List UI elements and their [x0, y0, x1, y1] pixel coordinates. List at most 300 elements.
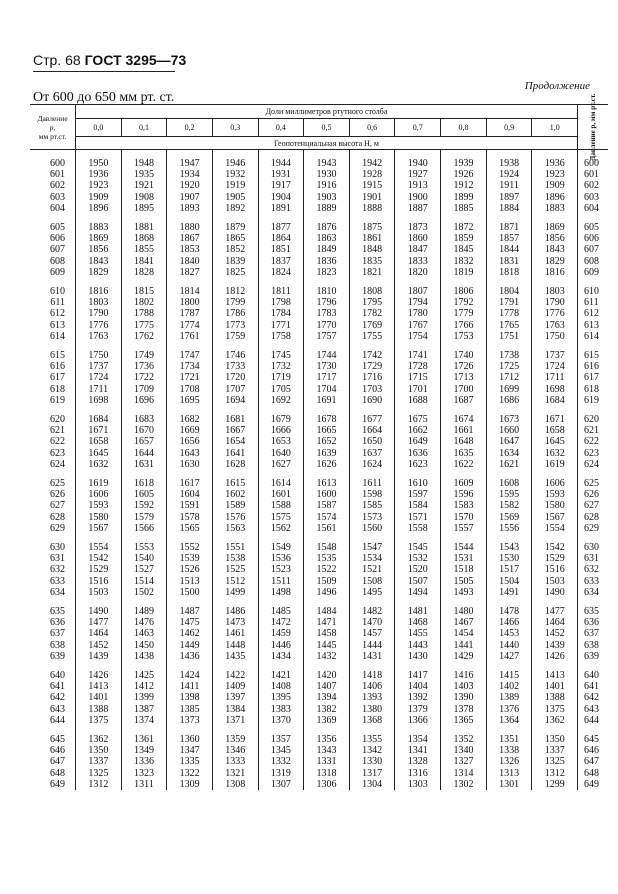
height-cell: 1829	[544, 255, 565, 267]
height-cell: 1482	[362, 606, 383, 617]
pressure-cell: 640	[50, 670, 65, 681]
height-cell: 1686	[499, 394, 520, 406]
pressure-cell: 642	[584, 692, 599, 704]
height-cell: 1422	[225, 670, 246, 681]
height-column	[213, 150, 259, 790]
height-cell: 1640	[270, 447, 291, 459]
page-number: Стр. 68	[33, 52, 81, 68]
height-cell: 1623	[407, 458, 428, 470]
height-cell: 1704	[316, 383, 337, 395]
height-cell: 1621	[499, 458, 520, 470]
row-group	[578, 278, 608, 342]
height-cell: 1888	[362, 202, 383, 214]
height-cell: 1708	[179, 383, 200, 395]
pressure-cell: 604	[584, 202, 599, 214]
height-cell: 1368	[362, 714, 383, 726]
pressure-cell: 619	[584, 394, 599, 406]
height-cell: 1835	[362, 255, 383, 267]
height-cell: 1794	[407, 297, 428, 309]
height-cell: 1624	[362, 458, 383, 470]
height-cell: 1516	[544, 564, 565, 576]
height-cell: 1931	[270, 169, 291, 181]
row-group	[304, 406, 349, 470]
pressure-cell: 629	[584, 522, 599, 534]
height-cell: 1336	[133, 756, 154, 768]
height-cell: 1478	[499, 606, 520, 617]
pressure-cell: 603	[584, 191, 599, 203]
height-cell: 1360	[179, 734, 200, 745]
pressure-cell: 640	[584, 670, 599, 681]
row-group	[395, 342, 440, 406]
height-cell: 1821	[362, 266, 383, 278]
row-group	[76, 150, 121, 214]
height-cell: 1617	[179, 478, 200, 489]
height-cell: 1692	[270, 394, 291, 406]
pressure-cell: 612	[50, 308, 65, 320]
height-cell: 1449	[179, 639, 200, 651]
pressure-cell: 648	[50, 767, 65, 779]
height-cell: 1639	[316, 447, 337, 459]
row-group	[441, 534, 486, 598]
height-cell: 1750	[88, 350, 109, 361]
height-cell: 1306	[316, 778, 337, 790]
height-cell: 1880	[179, 222, 200, 233]
height-cell: 1538	[225, 553, 246, 565]
row-group	[259, 534, 304, 598]
height-cell: 1374	[133, 714, 154, 726]
height-cell: 1493	[453, 586, 474, 598]
row-group	[578, 342, 608, 406]
height-cell: 1312	[544, 767, 565, 779]
fraction-header	[76, 105, 577, 149]
height-cell: 1829	[88, 266, 109, 278]
height-cell: 1401	[88, 692, 109, 704]
row-group	[487, 662, 532, 726]
height-cell: 1875	[362, 222, 383, 233]
height-cell: 1701	[407, 383, 428, 395]
height-cell: 1610	[407, 478, 428, 489]
height-cell: 1721	[179, 372, 200, 384]
height-cell: 1627	[270, 458, 291, 470]
row-group	[167, 406, 212, 470]
height-cell: 1938	[499, 158, 520, 169]
height-cell: 1508	[362, 575, 383, 587]
row-group	[532, 342, 577, 406]
height-cell: 1347	[179, 745, 200, 757]
row-group	[122, 662, 167, 726]
row-group	[441, 470, 486, 534]
height-cell: 1943	[316, 158, 337, 169]
height-cell: 1628	[225, 458, 246, 470]
pressure-cell: 636	[50, 617, 65, 629]
height-cell: 1389	[499, 692, 520, 704]
height-cell: 1824	[270, 266, 291, 278]
height-cell: 1897	[499, 191, 520, 203]
height-cell: 1771	[270, 319, 291, 331]
height-cell: 1535	[316, 553, 337, 565]
height-cell: 1346	[225, 745, 246, 757]
height-cell: 1323	[133, 767, 154, 779]
pressure-cell: 620	[584, 414, 599, 425]
height-cell: 1531	[453, 553, 474, 565]
height-cell: 1457	[362, 628, 383, 640]
height-cell: 1408	[270, 681, 291, 693]
pressure-cell: 623	[50, 447, 65, 459]
height-cell: 1832	[453, 255, 474, 267]
height-cell: 1415	[499, 670, 520, 681]
height-cell: 1514	[133, 575, 154, 587]
height-cell: 1879	[225, 222, 246, 233]
height-cell: 1652	[316, 436, 337, 448]
height-cell: 1851	[270, 244, 291, 256]
pressure-cell: 639	[584, 650, 599, 662]
height-cell: 1916	[316, 180, 337, 192]
pressure-cell: 608	[50, 255, 65, 267]
pressure-cell: 621	[50, 425, 65, 437]
height-cell: 1935	[133, 169, 154, 181]
height-cell: 1331	[316, 756, 337, 768]
height-cell: 1806	[453, 286, 474, 297]
height-cell: 1542	[88, 553, 109, 565]
height-cell: 1464	[544, 617, 565, 629]
row-group	[441, 406, 486, 470]
pressure-cell: 634	[584, 586, 599, 598]
height-cell: 1388	[88, 703, 109, 715]
height-cell: 1860	[407, 233, 428, 245]
height-cell: 1558	[407, 522, 428, 534]
height-cell: 1494	[407, 586, 428, 598]
column-header: 0,6	[350, 119, 396, 136]
height-cell: 1330	[362, 756, 383, 768]
height-cell: 1924	[499, 169, 520, 181]
height-cell: 1540	[133, 553, 154, 565]
height-cell: 1688	[407, 394, 428, 406]
height-cell: 1417	[407, 670, 428, 681]
height-cell: 1893	[179, 202, 200, 214]
height-cell: 1611	[362, 478, 382, 489]
height-cell: 1765	[499, 319, 520, 331]
row-group	[578, 150, 608, 214]
height-cell: 1843	[544, 244, 565, 256]
column-header: 0,2	[167, 119, 213, 136]
height-cell: 1857	[499, 233, 520, 245]
height-cell: 1359	[225, 734, 246, 745]
row-group	[350, 342, 395, 406]
row-group	[487, 406, 532, 470]
height-cell: 1869	[88, 233, 109, 245]
height-cell: 1499	[225, 586, 246, 598]
height-cell: 1606	[88, 489, 109, 501]
height-cell: 1699	[499, 383, 520, 395]
height-cell: 1811	[271, 286, 291, 297]
height-cell: 1580	[544, 500, 565, 512]
height-cell: 1855	[133, 244, 154, 256]
height-cell: 1426	[88, 670, 109, 681]
height-cell: 1711	[544, 372, 565, 384]
height-cell: 1757	[316, 330, 337, 342]
height-cell: 1450	[133, 639, 154, 651]
height-cell: 1526	[179, 564, 200, 576]
height-cell: 1885	[453, 202, 474, 214]
height-cell: 1755	[362, 330, 383, 342]
pressure-cell: 610	[584, 286, 599, 297]
height-cell: 1480	[453, 606, 474, 617]
height-cell: 1909	[88, 191, 109, 203]
row-group	[167, 470, 212, 534]
pressure-cell: 604	[50, 202, 65, 214]
height-cell: 1600	[316, 489, 337, 501]
pressure-cell: 609	[50, 266, 65, 278]
column-header: 0,1	[122, 119, 168, 136]
row-group	[350, 534, 395, 598]
height-cell: 1585	[362, 500, 383, 512]
height-cell: 1383	[270, 703, 291, 715]
row-group	[259, 470, 304, 534]
pressure-cell: 617	[584, 372, 599, 384]
row-group	[30, 534, 75, 598]
pressure-cell: 627	[584, 500, 599, 512]
height-cell: 1733	[225, 361, 246, 373]
height-cell: 1314	[453, 767, 474, 779]
height-cell: 1385	[179, 703, 200, 715]
height-cell: 1511	[271, 575, 291, 587]
height-cell: 1738	[499, 350, 520, 361]
height-cell: 1913	[407, 180, 428, 192]
height-cell: 1939	[453, 158, 474, 169]
row-group	[30, 342, 75, 406]
height-cell: 1421	[270, 670, 291, 681]
row-group	[578, 406, 608, 470]
height-cell: 1859	[453, 233, 474, 245]
height-cell: 1613	[316, 478, 337, 489]
pressure-cell: 649	[50, 778, 65, 790]
height-cell: 1509	[316, 575, 337, 587]
height-cell: 1354	[407, 734, 428, 745]
height-cell: 1767	[407, 319, 428, 331]
height-cell: 1420	[316, 670, 337, 681]
height-cell: 1713	[453, 372, 474, 384]
row-group	[350, 406, 395, 470]
height-cell: 1747	[179, 350, 200, 361]
height-cell: 1896	[544, 191, 565, 203]
row-group	[259, 278, 304, 342]
height-cell: 1576	[225, 511, 246, 523]
height-cell: 1565	[179, 522, 200, 534]
height-cell: 1477	[544, 606, 565, 617]
height-cell: 1671	[544, 414, 565, 425]
height-cell: 1355	[362, 734, 383, 745]
height-cell: 1446	[270, 639, 291, 651]
height-cell: 1448	[225, 639, 246, 651]
height-cell: 1562	[270, 522, 291, 534]
height-cell: 1441	[453, 639, 474, 651]
height-cell: 1444	[362, 639, 383, 651]
height-cell: 1505	[453, 575, 474, 587]
row-group	[441, 598, 486, 662]
height-cell: 1602	[225, 489, 246, 501]
height-cell: 1337	[88, 756, 109, 768]
height-cell: 1732	[270, 361, 291, 373]
height-cell: 1798	[270, 297, 291, 309]
pressure-cell: 615	[50, 350, 65, 361]
rotated-header: Давление p, мм рт.ст.	[589, 93, 597, 161]
height-cell: 1440	[499, 639, 520, 651]
row-group	[395, 150, 440, 214]
height-cell: 1313	[499, 767, 520, 779]
height-cell: 1341	[407, 745, 428, 757]
height-cell: 1307	[270, 778, 291, 790]
height-cell: 1452	[544, 628, 565, 640]
height-cell: 1705	[270, 383, 291, 395]
height-cell: 1436	[179, 650, 200, 662]
height-cell: 1841	[133, 255, 154, 267]
height-cell: 1677	[362, 414, 383, 425]
height-cell: 1312	[88, 778, 109, 790]
height-cell: 1740	[453, 350, 474, 361]
row-group	[30, 278, 75, 342]
height-cell: 1335	[179, 756, 200, 768]
row-group	[167, 214, 212, 278]
height-cell: 1413	[544, 670, 565, 681]
height-cell: 1695	[179, 394, 200, 406]
height-cell: 1849	[316, 244, 337, 256]
height-cell: 1650	[362, 436, 383, 448]
height-cell: 1896	[88, 202, 109, 214]
pressure-cell: 627	[50, 500, 65, 512]
height-cell: 1475	[179, 617, 200, 629]
height-cell: 1392	[407, 692, 428, 704]
height-cell: 1778	[499, 308, 520, 320]
row-group	[304, 726, 349, 790]
height-cell: 1554	[544, 522, 565, 534]
height-cell: 1406	[362, 681, 383, 693]
pressure-cell: 600	[584, 158, 599, 169]
height-cell: 1443	[407, 639, 428, 651]
height-cell: 1425	[133, 670, 154, 681]
height-cell: 1375	[544, 703, 565, 715]
height-cell: 1606	[544, 478, 565, 489]
row-group	[441, 214, 486, 278]
height-cell: 1883	[88, 222, 109, 233]
height-cell: 1328	[407, 756, 428, 768]
height-cell: 1684	[88, 414, 109, 425]
height-cell: 1810	[316, 286, 337, 297]
height-cell: 1661	[453, 425, 474, 437]
height-cell: 1784	[270, 308, 291, 320]
height-cell: 1736	[133, 361, 154, 373]
height-cell: 1575	[270, 511, 291, 523]
height-cell: 1761	[179, 330, 200, 342]
row-group	[76, 406, 121, 470]
height-cell: 1654	[225, 436, 246, 448]
height-cell: 1470	[362, 617, 383, 629]
pressure-cell: 638	[584, 639, 599, 651]
height-cell: 1861	[362, 233, 383, 245]
height-cell: 1378	[453, 703, 474, 715]
height-cell: 1947	[179, 158, 200, 169]
row-group	[30, 214, 75, 278]
height-cell: 1539	[179, 553, 200, 565]
height-cell: 1635	[453, 447, 474, 459]
height-cell: 1649	[407, 436, 428, 448]
height-cell: 1641	[225, 447, 246, 459]
height-cell: 1518	[453, 564, 474, 576]
pressure-cell: 601	[50, 169, 65, 181]
pressure-cell: 608	[584, 255, 599, 267]
row-group	[532, 598, 577, 662]
height-cell: 1593	[544, 489, 565, 501]
pressure-cell: 622	[584, 436, 599, 448]
height-cell: 1775	[133, 319, 154, 331]
row-group	[76, 598, 121, 662]
height-cell: 1670	[133, 425, 154, 437]
row-group	[350, 150, 395, 214]
pressure-cell: 619	[50, 394, 65, 406]
row-group	[76, 278, 121, 342]
row-group	[304, 150, 349, 214]
height-cell: 1792	[453, 297, 474, 309]
row-group	[122, 278, 167, 342]
height-cell: 1632	[88, 458, 109, 470]
height-cell: 1333	[225, 756, 246, 768]
row-group	[213, 598, 258, 662]
pressure-cell: 626	[584, 489, 599, 501]
pressure-cell: 644	[50, 714, 65, 726]
height-cell: 1434	[270, 650, 291, 662]
row-group	[304, 470, 349, 534]
row-group	[30, 726, 75, 790]
height-cell: 1316	[407, 767, 428, 779]
row-group	[167, 662, 212, 726]
height-cell: 1404	[407, 681, 428, 693]
row-group	[350, 470, 395, 534]
row-group	[395, 406, 440, 470]
row-group	[76, 470, 121, 534]
height-cell: 1325	[88, 767, 109, 779]
height-cell: 1567	[88, 522, 109, 534]
height-cell: 1827	[179, 266, 200, 278]
height-column	[441, 150, 487, 790]
pressure-cell: 644	[584, 714, 599, 726]
height-cell: 1390	[453, 692, 474, 704]
height-cell: 1580	[88, 511, 109, 523]
row-group	[167, 342, 212, 406]
height-cell: 1737	[544, 350, 565, 361]
row-group	[30, 470, 75, 534]
row-group	[167, 278, 212, 342]
pressure-cell: 645	[50, 734, 65, 745]
height-cell: 1667	[225, 425, 246, 437]
height-cell: 1308	[225, 778, 246, 790]
height-cell: 1923	[544, 169, 565, 181]
height-cell: 1454	[453, 628, 474, 640]
height-cell: 1848	[362, 244, 383, 256]
pressure-cell: 635	[50, 606, 65, 617]
row-group	[122, 534, 167, 598]
height-cell: 1431	[362, 650, 383, 662]
height-cell: 1504	[499, 575, 520, 587]
height-cell: 1326	[499, 756, 520, 768]
height-column	[122, 150, 168, 790]
height-cell: 1574	[316, 511, 337, 523]
height-cell: 1395	[270, 692, 291, 704]
height-cell: 1350	[544, 734, 565, 745]
height-cell: 1844	[499, 244, 520, 256]
height-cell: 1795	[362, 297, 383, 309]
height-cell: 1691	[316, 394, 337, 406]
height-cell: 1338	[499, 745, 520, 757]
row-group	[487, 214, 532, 278]
